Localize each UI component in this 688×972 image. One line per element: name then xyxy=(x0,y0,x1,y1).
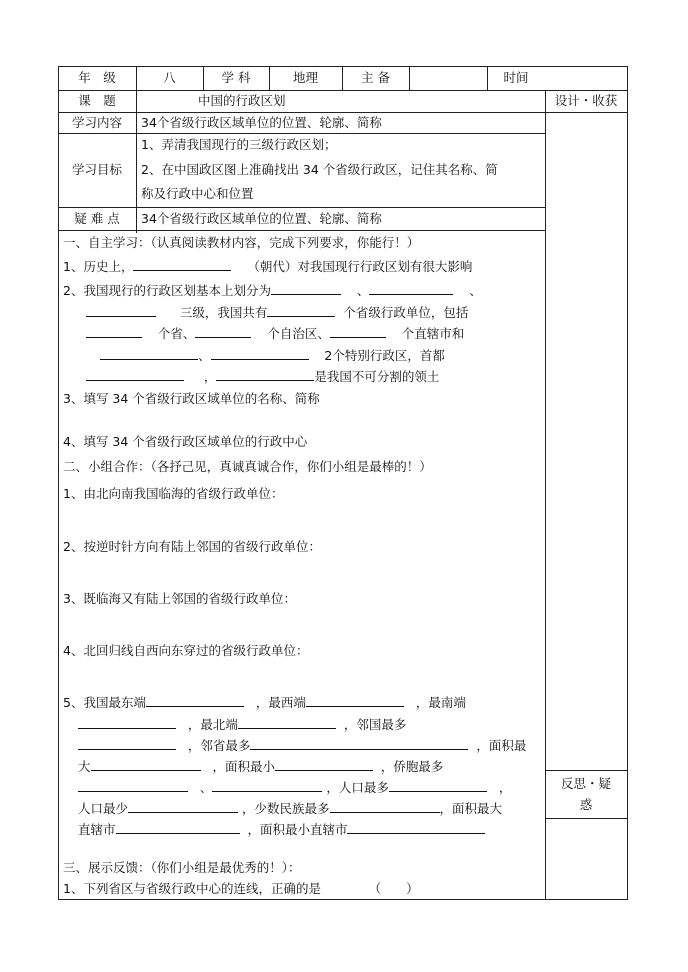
s2-q5-line3 xyxy=(78,737,526,754)
grade-value: 八 xyxy=(163,70,176,85)
s1-q4: 4、填写 34 个省级行政区域单位的行政中心 xyxy=(63,434,308,449)
s2-q5-l6-c: ，面积最大 xyxy=(439,801,503,816)
s1-q2-line4-sep: 、 xyxy=(198,348,211,363)
s2-q5-l7-b: ，面积最小直辖市 xyxy=(247,822,348,837)
s2-q5-l5-a: 、 xyxy=(199,780,213,795)
goal-2a: 2、在中国政区图上准确找出 34 个省级行政区，记住其名称、简 xyxy=(141,162,498,177)
s2-q5-l7-a: 直辖市 xyxy=(78,822,116,837)
s1-q1 xyxy=(63,258,472,275)
s2-q5-line2 xyxy=(78,716,406,733)
s1-q2-line5 xyxy=(86,368,439,385)
subject-label: 学 科 xyxy=(221,70,251,85)
s1-q2-line3-b: 个自治区、 xyxy=(267,326,330,341)
s1-q2-blank-6[interactable] xyxy=(195,325,251,338)
s2-q5-blank-2[interactable] xyxy=(306,694,404,707)
s2-q5-blank-15[interactable] xyxy=(347,821,485,834)
s2-q5-blank-9[interactable] xyxy=(78,779,188,792)
s2-q4: 4、北回归线自西向东穿过的省级行政单位： xyxy=(63,643,309,658)
s2-q5-blank-12[interactable] xyxy=(128,800,238,813)
s2-q5-line5 xyxy=(78,779,511,796)
row-line-5 xyxy=(58,230,546,231)
goal-1: 1、弄清我国现行的三级行政区划； xyxy=(141,137,337,152)
s1-q1-blank[interactable] xyxy=(133,258,231,271)
s2-q5-blank-1[interactable] xyxy=(146,694,244,707)
s2-q5-l1-a: 5、我国最东端 xyxy=(63,695,146,710)
s1-q2-sep1: 、 xyxy=(356,283,370,298)
row-line-1 xyxy=(58,90,628,91)
s1-q2-blank-4[interactable] xyxy=(267,304,335,317)
s1-q2-line5-sep: ， xyxy=(203,369,217,384)
s2-q5-l2-a: ，最北端 xyxy=(187,717,238,732)
s1-q1-suffix: （朝代）对我国现行行政区划有很大影响 xyxy=(247,259,473,274)
difficulty-value: 34个省级行政区域单位的位置、轮廓、简称 xyxy=(141,211,382,226)
s1-q2-blank-10[interactable] xyxy=(86,368,184,381)
s1-q2-blank-2[interactable] xyxy=(369,282,453,295)
s2-q5-blank-3[interactable] xyxy=(78,716,176,729)
row-line-2 xyxy=(58,112,628,113)
s2-q5-blank-5[interactable] xyxy=(78,737,176,750)
s2-q5-l4-b: ，面积最小 xyxy=(212,759,275,774)
s3-q1-text: 1、下列省区与省级行政中心的连线，正确的是 xyxy=(63,881,321,896)
s1-q2-line3-c: 个直辖市和 xyxy=(401,326,465,341)
section3-title: 三、展示反馈：（你们小组是最优秀的！）： xyxy=(63,860,301,875)
s3-q1 xyxy=(63,881,419,897)
side-design-label: 设计・收获 xyxy=(554,93,618,108)
content-value: 34个省级行政区域单位的位置、轮廓、简称 xyxy=(141,115,382,130)
s1-q2-blank-3[interactable] xyxy=(86,304,156,317)
difficulty-label: 疑 难 点 xyxy=(74,211,120,226)
s2-q5-l6-b: ，少数民族最多 xyxy=(242,801,330,816)
s1-q2-line2-mid: 三级，我国共有 xyxy=(179,305,268,320)
s2-q5-blank-6[interactable] xyxy=(250,737,468,750)
header-divider-5 xyxy=(409,66,410,90)
s1-q2-line3-a: 个省、 xyxy=(157,326,196,341)
topic-label: 课 题 xyxy=(78,93,116,108)
s2-q5-l4-a: 大 xyxy=(78,759,91,774)
s2-q5-line6 xyxy=(78,800,502,817)
table-border-right xyxy=(627,66,628,900)
s1-q2-blank-5[interactable] xyxy=(86,325,142,338)
s2-q5-blank-14[interactable] xyxy=(116,821,240,834)
s1-q2-blank-1[interactable] xyxy=(271,282,341,295)
s2-q5-line4 xyxy=(78,758,443,775)
grade-label: 年 级 xyxy=(78,70,116,85)
s2-q3: 3、既临海又有陆上邻国的省级行政单位： xyxy=(63,591,296,606)
s2-q5-l5-b: ，人口最多 xyxy=(326,780,389,795)
s2-q5-l2-b: ，邻国最多 xyxy=(343,717,407,732)
s2-q5-blank-7[interactable] xyxy=(91,758,201,771)
s2-q2: 2、按逆时针方向有陆上邻国的省级行政单位： xyxy=(63,539,321,554)
s1-q2-blank-11[interactable] xyxy=(216,368,314,381)
s1-q2-line3 xyxy=(86,325,464,342)
s1-q2-line4 xyxy=(100,347,445,364)
s1-q2-line4-end: 2个特别行政区，首都 xyxy=(324,348,445,363)
s1-q2-blank-8[interactable] xyxy=(100,347,198,360)
s1-q2-sep1b: 、 xyxy=(469,283,482,298)
s2-q5-l3-b: ，面积最 xyxy=(476,738,527,753)
s1-q2-line5-end: 是我国不可分割的领土 xyxy=(314,369,440,384)
s2-q5-blank-8[interactable] xyxy=(275,758,373,771)
s2-q5-blank-4[interactable] xyxy=(238,716,336,729)
s2-q5-line1 xyxy=(63,694,466,711)
s1-q1-prefix: 1、历史上， xyxy=(63,259,134,274)
s2-q5-blank-10[interactable] xyxy=(212,779,322,792)
side-row-line xyxy=(545,770,628,771)
header-divider-1 xyxy=(136,66,137,233)
s1-q2-line2 xyxy=(86,304,468,321)
s2-q5-l1-c: ，最南端 xyxy=(415,695,466,710)
goals-label: 学习目标 xyxy=(71,162,122,177)
s2-q5-l6-a: 人口最少 xyxy=(78,801,129,816)
s1-q3: 3、填写 34 个省级行政区域单位的名称、简称 xyxy=(63,391,320,406)
side-reflect-label-1: 反思・疑 xyxy=(560,776,611,791)
s2-q5-blank-13[interactable] xyxy=(330,800,440,813)
table-border-left xyxy=(58,66,59,900)
s2-q5-line7 xyxy=(78,821,485,838)
side-reflect-label-2: 惑 xyxy=(579,797,593,812)
row-line-4 xyxy=(58,207,546,208)
s2-q5-l4-c: ，侨胞最多 xyxy=(380,759,444,774)
s2-q1: 1、由北向南我国临海的省级行政单位： xyxy=(63,486,284,501)
section1-title: 一、自主学习：（认真阅读教材内容，完成下列要求，你能行！） xyxy=(63,235,420,250)
s1-q2-blank-7[interactable] xyxy=(330,325,386,338)
lead-label: 主 备 xyxy=(361,70,390,85)
s1-q2-line2-end: 个省级行政单位，包括 xyxy=(343,305,469,320)
content-label: 学习内容 xyxy=(71,115,122,130)
s1-q2-line1 xyxy=(63,282,482,299)
s2-q5-l3-a: ，邻省最多 xyxy=(187,738,251,753)
row-line-bottom xyxy=(58,899,628,900)
topic-value: 中国的行政区划 xyxy=(198,93,286,108)
section2-title: 二、小组合作：（各抒己见，真诚真诚合作，你们小组是最棒的！） xyxy=(63,459,432,474)
s1-q2-blank-9[interactable] xyxy=(211,347,309,360)
s1-q2-prefix: 2、我国现行的行政区划基本上划分为 xyxy=(63,283,271,298)
row-line-3 xyxy=(58,133,546,134)
row-line-top xyxy=(58,66,628,67)
subject-value: 地理 xyxy=(292,70,318,85)
goal-2b: 称及行政中心和位置 xyxy=(141,186,254,201)
s3-q1-answer-paren[interactable]: （ ） xyxy=(368,881,419,896)
s2-q5-blank-11[interactable] xyxy=(389,779,487,792)
side-row-line-2 xyxy=(545,818,628,819)
time-label: 时间 xyxy=(503,70,529,85)
s2-q5-l5-c: ， xyxy=(498,780,512,795)
s2-q5-l1-b: ，最西端 xyxy=(255,695,306,710)
